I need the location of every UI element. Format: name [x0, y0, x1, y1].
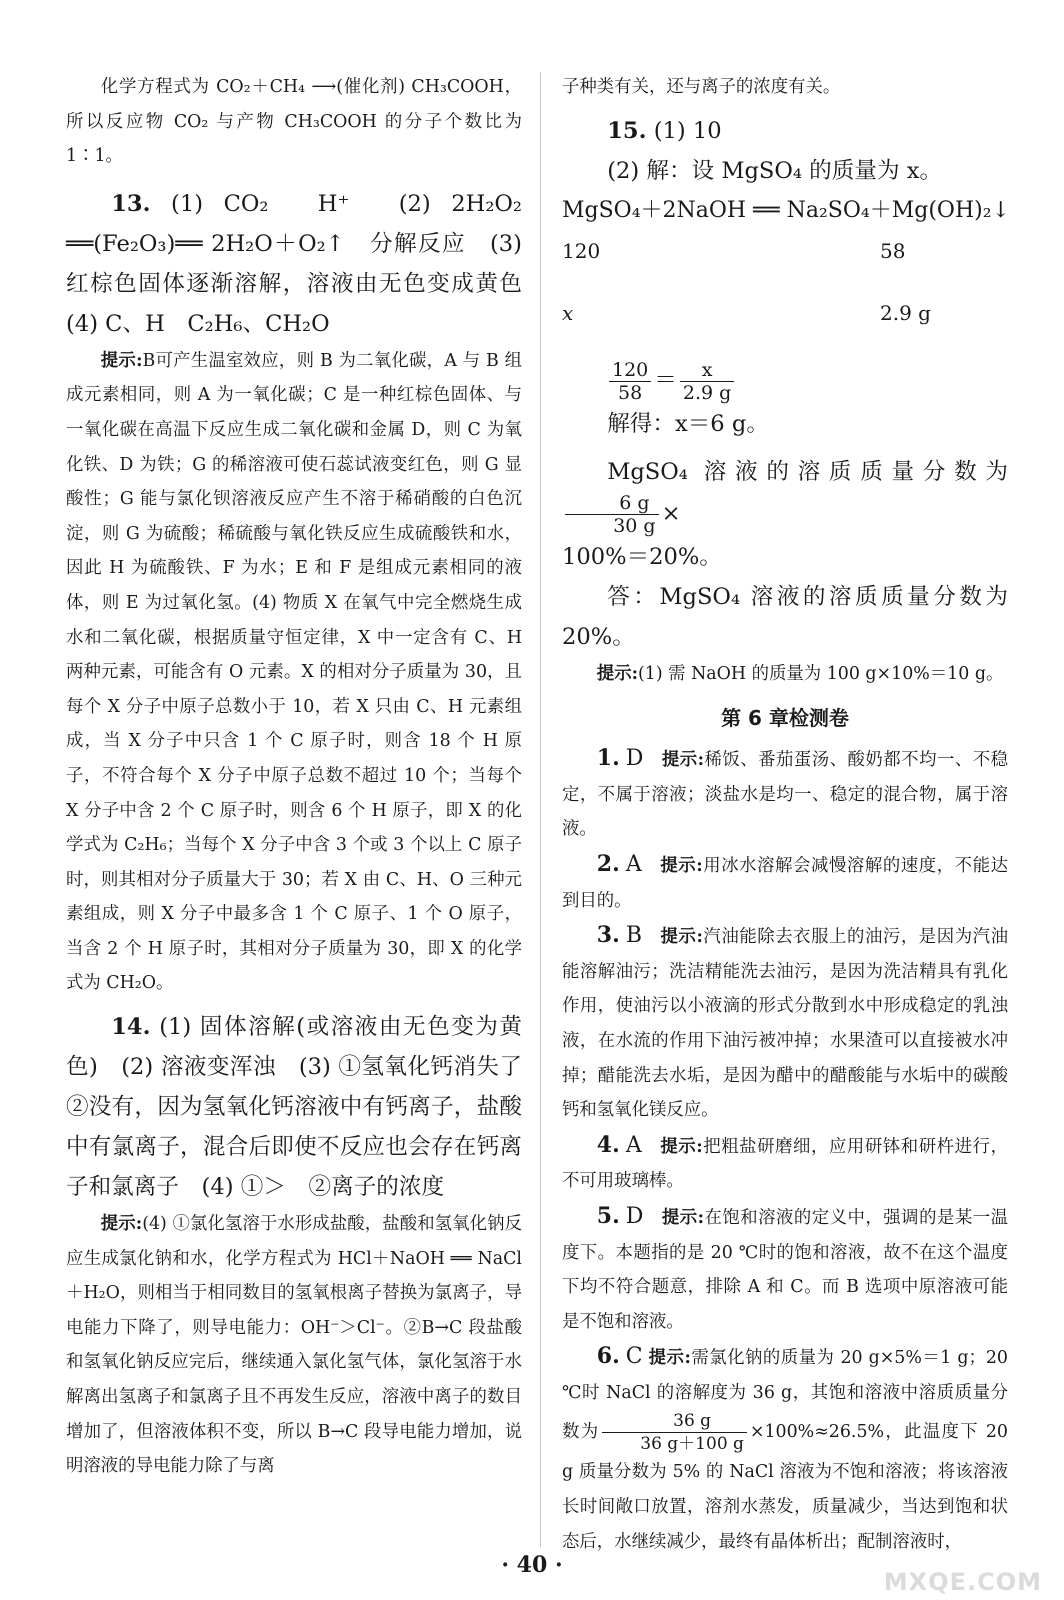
right-column: [562, 70, 1008, 1559]
solubility-fraction: [602, 1410, 746, 1455]
answer-item-tip: 在饱和溶液的定义中，强调的是某一温度下。本题指的是 20 ℃时的饱和溶液，故不在这个温度下均不符合题意，排除 A 和 C。而 B 选项中原溶液可能是不饱和溶液。: [562, 1207, 1008, 1332]
proportion-left-denominator: 58: [618, 381, 643, 404]
mass-fraction-numerator: 6 g: [565, 492, 659, 515]
answer-item: [562, 1199, 1008, 1339]
answer-line: 答：MgSO₄ 溶液的溶质质量分数为 20%。: [562, 583, 1008, 650]
result-line: 100%＝20%。: [562, 543, 722, 570]
question-6-tip-a: 需氯化钠的质量为 20 g×5%＝1 g；20 ℃时 NaCl 的溶解度为 36 g，其饱和溶液中溶质质量分数为: [562, 1348, 1009, 1443]
proportion-right-numerator: x: [680, 359, 734, 382]
solubility-fraction-numerator: 36 g: [602, 1410, 746, 1433]
reaction-summary: 化学方程式为 CO₂＋CH₄ ⟶(催化剂) CH₃COOH，所以反应物 CO₂ 与产物 CH₃COOH 的分子个数比为 1∶1。: [66, 77, 522, 167]
question-15-tip-text: (1) 需 NaOH 的质量为 100 g×10%＝10 g。: [638, 663, 1004, 684]
answer-item-choice: D: [625, 1203, 644, 1229]
chemical-equation: MgSO₄＋2NaOH ══ Na₂SO₄＋Mg(OH)₂↓: [562, 197, 1010, 223]
answer-item-choice: A: [625, 851, 642, 877]
fraction-line: [562, 452, 1008, 537]
answer-item: [562, 741, 1008, 847]
answer-list: [562, 741, 1008, 1339]
question-15-part1: [562, 111, 1008, 151]
watermark-logo: [862, 1490, 1042, 1596]
answer-item: [562, 847, 1008, 918]
answer-item-number: 5.: [596, 1202, 620, 1229]
question-13-number: 13.: [111, 190, 151, 217]
question-14-number: 14.: [111, 1014, 151, 1041]
question-13-tip-text: B可产生温室效应，则 B 为二氧化碳，A 与 B 组成元素相同，则 A 为一氧化碳；C 是一种红棕色固体、与一氧化碳在高温下反应生成二氧化碳和金属 D，则 C 为氧化铁、D 为铁；G 的稀溶液可使石蕊试液变红色，则 G 显酸性；G 能与氯化钡溶液反应产生不溶于稀硝酸的白色沉淀，则 G 为硫酸；稀硫酸与氧化铁反应生成硫酸铁和水，因此 H 为硫酸铁、F 为水；E 和 F 是组成元素相同的液体，则 E 为过氧化氢。(4) 物质 X 在氧气中完全燃烧生成水和二氧化碳，根据质量守恒定律，X 中一定含有 C、H 两种元素，可能含有 O 元素。X 的相对分子质量为 30，且每个 X 分子中原子总数小于 10，若 X 只由 C、H 元素组成，当 X 分子中只含 1 个 C 原子时，则含 18 个 H 原子，不符合每个 X 分子中原子总数不超过 10 个；当每个 X 分子中含 2 个 C 原子时，则含 6 个 H 原子，即 X 的化学式为 C₂H₆；当每个 X 分子中含 3 个或 3 个以上 C 原子时，则其相对分子质量大于 30；若 X 由 C、H、O 三种元素组成，则 X 分子中最多含 1 个 C 原子、1 个 O 原子，当含 2 个 H 原子时，其相对分子质量为 30，即 X 的化学式为 CH₂O。: [66, 350, 522, 994]
question-13-text: (1) CO₂ H⁺ (2) 2H₂O₂ ══(Fe₂O₃)══ 2H₂O＋O₂↑ 分解反应 (3) 红棕色固体逐渐溶解，溶液由无色变成黄色 (4) C、H C₂H₆、CH₂O: [66, 190, 545, 337]
answer-item-number: 1.: [596, 745, 620, 772]
answer-item-tip: 把粗盐研磨细，应用研钵和研杵进行，不可用玻璃棒。: [562, 1136, 1008, 1192]
question-14-answer: [66, 1007, 545, 1207]
left-column: [66, 70, 545, 1484]
chapter-heading: 第 6 章检测卷: [721, 706, 849, 731]
tip-label: 提示:: [648, 1348, 691, 1369]
tip-label: 提示:: [100, 350, 143, 371]
mass-fraction-denominator: 30 g: [613, 514, 656, 537]
tip-label: 提示:: [660, 1136, 703, 1157]
tip-label: 提示:: [660, 855, 703, 876]
tip-label: 提示:: [661, 1207, 704, 1228]
answer-item-tip: 稀饭、番茄蛋汤、酸奶都不均一、不稳定，不属于溶液；淡盐水是均一、稳定的混合物，属于溶液。: [562, 750, 1008, 840]
stoichiometry-rows: [562, 231, 1008, 359]
page-number: · 40 ·: [501, 1552, 563, 1578]
answer-item-number: 4.: [596, 1131, 620, 1158]
answer-item-choice: B: [625, 923, 643, 949]
molar-mass-mgso4: 120: [562, 238, 601, 263]
question-14-tip-text: (4) ①氯化氢溶于水形成盐酸，盐酸和氢氧化钠反应生成氯化钠和水，化学方程式为 HCl＋NaOH ══ NaCl＋H₂O，则相当于相同数目的氢氧根离子替换为氯离子，导电能力下降了，则导电能力：OH⁻＞Cl⁻。②B→C 段盐酸和氢氧化钠反应完后，继续通入氯化氢气体，氯化氢溶于水解离出氢离子和氯离子且不再发生反应，溶液中离子的数目增加了，但溶液体积不变，所以 B→C 段导电能力增加，说明溶液的导电能力除了与离: [66, 1214, 522, 1477]
question-6-number: 6.: [596, 1343, 620, 1370]
watermark-text: MXQE.COM: [883, 1568, 1042, 1596]
question-15-part2: (2) 解：设 MgSO₄ 的质量为 x。: [607, 157, 943, 184]
answer-item: [562, 1128, 1008, 1199]
tip-label: 提示:: [661, 750, 704, 771]
times-sign: ×: [661, 500, 681, 527]
answer-item: [562, 918, 1008, 1128]
fraction-line-text: MgSO₄ 溶液的溶质质量分数为: [607, 458, 1008, 485]
solubility-fraction-denominator: 36 g＋100 g: [640, 1434, 744, 1455]
answer-item-number: 2.: [596, 850, 620, 877]
question-13-answer: [66, 184, 545, 344]
answer-item-choice: A: [625, 1132, 642, 1158]
question-13-tip: [66, 344, 522, 1001]
molar-mass-mgoh2: 58: [880, 238, 906, 263]
answer-item-number: 3.: [596, 922, 620, 949]
answer-item-tip: 汽油能除去衣服上的油污，是因为汽油能溶解油污；洗洁精能洗去油污，是因为洗洁精具有乳化作用，使油污以小液滴的形式分散到水中形成稳定的乳浊液，在水流的作用下油污被冲掉；水果渣可以直接被水冲掉；醋能洗去水垢，是因为醋中的醋酸能与水垢中的碳酸钙和氢氧化镁反应。: [562, 927, 1008, 1121]
question-15-number: 15.: [607, 117, 647, 144]
unknown-mgso4: x: [562, 300, 574, 325]
tip-label: 提示:: [100, 1214, 143, 1235]
question-6-answer: C: [625, 1344, 643, 1370]
tip-label: 提示:: [596, 663, 638, 684]
question-14-tip: [66, 1207, 522, 1484]
question-15-tip: [562, 657, 1008, 692]
proportion-right-denominator: 2.9 g: [682, 381, 732, 404]
question-14-text: (1) 固体溶解(或溶液由无色变为黄色) (2) 溶液变浑浊 (3) ①氢氧化钙消失了 ②没有，因为氢氧化钙溶液中有钙离子，盐酸中有氯离子，混合后即使不反应也会存在钙离子和氯离子 (4) ①＞ ②离子的浓度: [66, 1014, 545, 1201]
proportion-left: [609, 359, 651, 404]
solve-line: 解得：x＝6 g。: [607, 410, 769, 437]
answer-item-choice: D: [625, 746, 644, 772]
mass-fraction: [565, 492, 659, 537]
proportion-right: [680, 359, 734, 404]
proportion-line: $\frac{120}{58}$ ＝ $\frac{x}{2.9 g}$: [562, 359, 1008, 404]
answer-item-tip: 用冰水溶解会减慢溶解的速度，不能达到目的。: [562, 855, 1008, 911]
mass-mgoh2: 2.9 g: [880, 300, 931, 325]
question-6-tip-b: ×100%≈26.5%，此温度下 20 g 质量分数为 5% 的 NaCl 溶液为不饱和溶液；将该溶液长时间敞口放置，溶剂水蒸发，质量减少，当达到饱和状态后，水继续减少，最终有晶体析出；配制溶液时，: [562, 1422, 1008, 1552]
tip-label: 提示:: [660, 927, 703, 948]
continued-text: 子种类有关，还与离子的浓度有关。: [562, 77, 841, 97]
question-15-part1-text: (1) 10: [653, 117, 722, 144]
proportion-left-numerator: 120: [609, 359, 651, 382]
